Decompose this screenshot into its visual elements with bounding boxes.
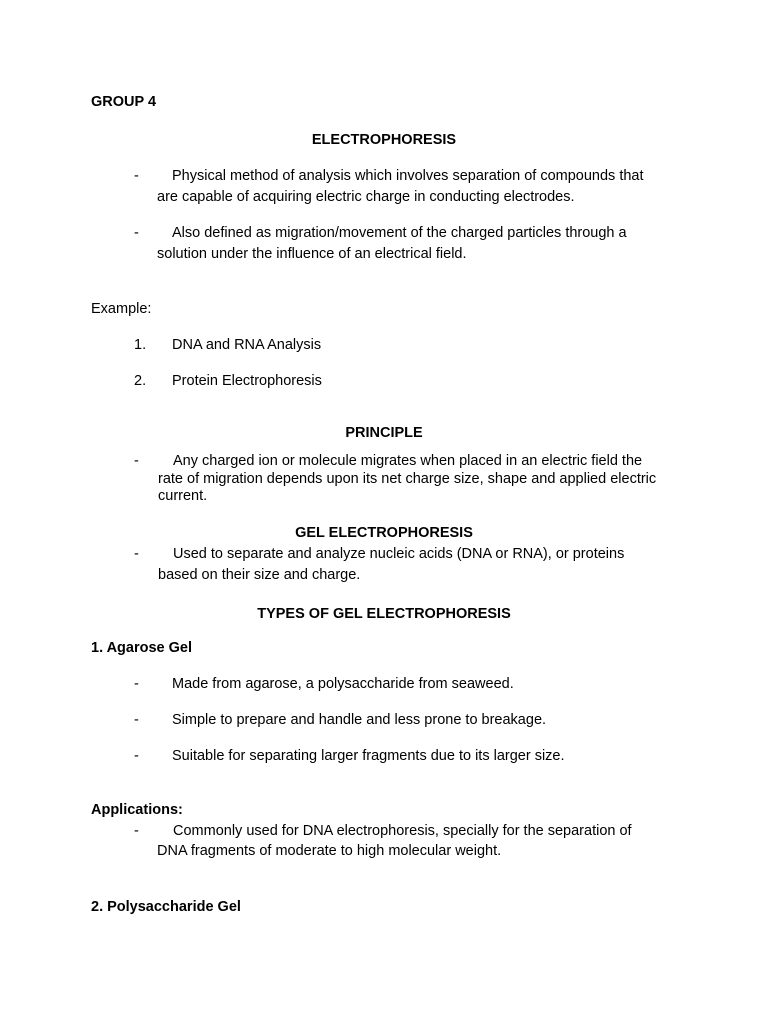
bullet-dash: - [134,168,139,184]
applications-line: Commonly used for DNA electrophoresis, specially for the separation of [173,823,632,839]
bullet-dash: - [134,546,139,562]
list-item: Made from agarose, a polysaccharide from seaweed. [172,676,514,692]
subheading-polysaccharide: 2. Polysaccharide Gel [91,899,241,915]
list-number: 2. [134,373,147,389]
list-item: Suitable for separating larger fragments due to its larger size. [172,748,565,764]
section-heading-gel: GEL ELECTROPHORESIS [295,525,473,541]
list-item: DNA and RNA Analysis [172,337,322,353]
bullet-dash: - [134,676,139,692]
section-heading-types: TYPES OF GEL ELECTROPHORESIS [257,606,511,622]
gel-line: Used to separate and analyze nucleic acids (DNA or RNA), or proteins [173,546,625,562]
group-label: GROUP 4 [91,94,157,110]
intro-line: are capable of acquiring electric charge in conducting electrodes. [157,189,575,205]
list-item: Protein Electrophoresis [172,373,322,389]
principle-line: Any charged ion or molecule migrates when placed in an electric field the [173,453,643,469]
intro-line: Physical method of analysis which involves separation of compounds that [172,168,644,184]
applications-line: DNA fragments of moderate to high molecular weight. [157,843,502,859]
bullet-dash: - [134,712,139,728]
bullet-dash: - [134,453,139,469]
subheading-applications: Applications: [91,802,183,818]
bullet-dash: - [134,225,139,241]
intro-line: Also defined as migration/movement of the charged particles through a [172,225,627,241]
bullet-dash: - [134,748,139,764]
bullet-dash: - [134,823,139,839]
gel-line: based on their size and charge. [158,567,361,583]
intro-line: solution under the influence of an electrical field. [157,246,467,262]
list-number: 1. [134,337,147,353]
list-item: Simple to prepare and handle and less prone to breakage. [172,712,547,728]
principle-line: rate of migration depends upon its net charge size, shape and applied electric [158,471,657,487]
subheading-agarose: 1. Agarose Gel [91,640,193,656]
page-title: ELECTROPHORESIS [311,132,457,148]
example-label: Example: [91,301,152,317]
principle-line: current. [158,488,208,504]
section-heading-principle: PRINCIPLE [345,425,423,441]
